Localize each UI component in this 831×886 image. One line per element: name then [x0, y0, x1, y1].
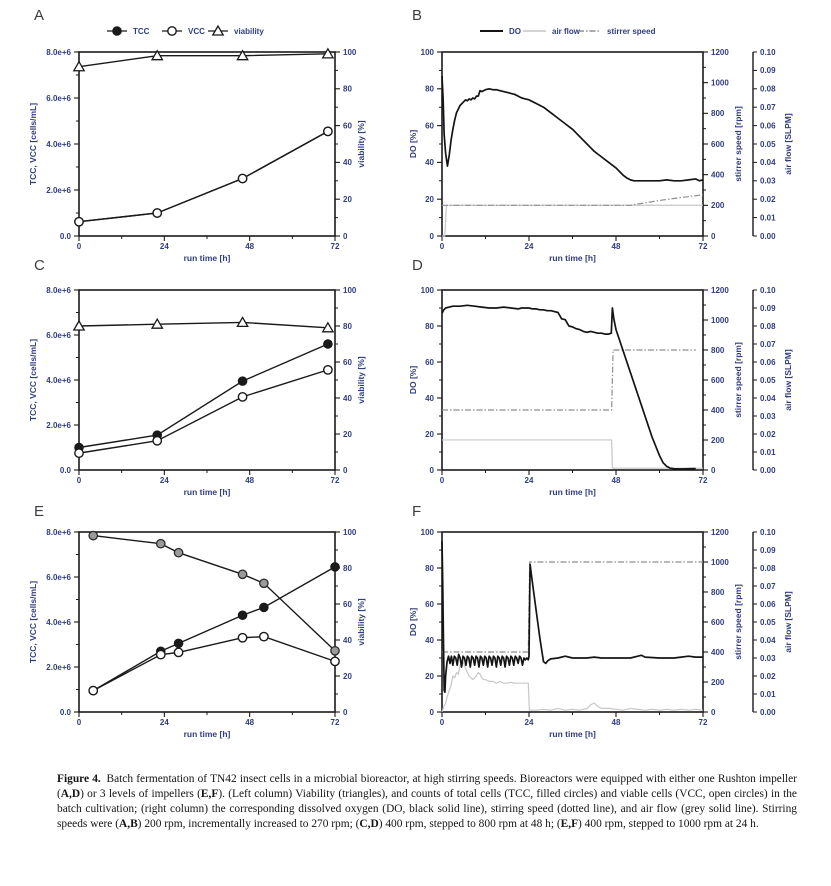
svg-text:2.0e+6: 2.0e+6 — [46, 185, 71, 195]
caption-segment: ) or 3 levels of impellers ( — [80, 788, 201, 800]
svg-text:TCC, VCC [cells/mL]: TCC, VCC [cells/mL] — [28, 102, 38, 186]
svg-text:20: 20 — [343, 429, 352, 439]
svg-text:0.05: 0.05 — [760, 375, 776, 385]
svg-text:0.0: 0.0 — [59, 707, 71, 717]
svg-text:24: 24 — [159, 242, 169, 251]
svg-text:0.04: 0.04 — [760, 635, 776, 645]
svg-text:200: 200 — [711, 201, 725, 211]
svg-text:0.02: 0.02 — [760, 195, 776, 204]
svg-text:0: 0 — [343, 465, 348, 475]
svg-text:100: 100 — [420, 527, 434, 537]
caption-segment: ). (Left column) Viability (triangles), and counts of total cells (TCC, filled circles) and viable cells (VCC, open circles) in the batch cultivation; (right column) the corresponding dissolved oxygen (DO, black solid line), stirring speed (dotted line), and air flow (grey solid line). Stirring speeds were ( — [57, 788, 797, 830]
svg-text:24: 24 — [524, 242, 534, 251]
svg-text:40: 40 — [343, 393, 352, 403]
caption-segment: ) 400 rpm, stepped to 1000 rpm at 24 h. — [578, 818, 759, 830]
svg-text:6.0e+6: 6.0e+6 — [46, 330, 71, 340]
svg-text:200: 200 — [711, 677, 725, 687]
svg-text:0: 0 — [429, 707, 434, 717]
svg-text:0: 0 — [439, 242, 445, 251]
svg-text:48: 48 — [611, 476, 621, 485]
panel-c-chart — [0, 250, 400, 520]
svg-text:0.07: 0.07 — [760, 103, 776, 112]
svg-text:72: 72 — [330, 242, 340, 251]
svg-text:viability [%]: viability [%] — [356, 356, 366, 404]
svg-text:viability [%]: viability [%] — [356, 120, 366, 168]
svg-text:48: 48 — [611, 242, 621, 251]
svg-text:0.01: 0.01 — [760, 447, 776, 457]
svg-text:2.0e+6: 2.0e+6 — [46, 662, 71, 672]
svg-text:0.10: 0.10 — [760, 47, 776, 57]
svg-text:1200: 1200 — [711, 527, 729, 537]
svg-text:40: 40 — [343, 158, 352, 168]
svg-text:800: 800 — [711, 345, 725, 355]
svg-text:stirrer speed [rpm]: stirrer speed [rpm] — [733, 342, 743, 418]
svg-text:0.06: 0.06 — [760, 599, 776, 609]
svg-text:DO [%]: DO [%] — [408, 129, 418, 159]
svg-text:40: 40 — [343, 635, 352, 645]
svg-text:0: 0 — [343, 707, 348, 717]
svg-text:24: 24 — [159, 718, 169, 727]
svg-text:60: 60 — [425, 357, 434, 367]
svg-text:0.01: 0.01 — [760, 689, 776, 699]
svg-text:0.05: 0.05 — [760, 139, 776, 149]
svg-text:run time [h]: run time [h] — [549, 729, 596, 739]
svg-text:0: 0 — [439, 476, 445, 485]
svg-text:0.07: 0.07 — [760, 339, 776, 349]
svg-text:0.08: 0.08 — [760, 321, 776, 331]
svg-text:B: B — [412, 7, 423, 24]
svg-text:0.10: 0.10 — [760, 285, 776, 295]
svg-text:D: D — [412, 257, 423, 274]
svg-text:1000: 1000 — [711, 557, 729, 567]
svg-text:0.09: 0.09 — [760, 66, 776, 76]
svg-text:stirrer speed [rpm]: stirrer speed [rpm] — [733, 106, 743, 182]
svg-text:80: 80 — [425, 321, 434, 331]
svg-text:VCC: VCC — [188, 27, 205, 36]
panel-b-chart — [400, 0, 831, 270]
caption-bold-segment: A,D — [60, 788, 81, 800]
svg-text:48: 48 — [245, 242, 255, 251]
svg-text:F: F — [412, 503, 422, 520]
svg-text:0: 0 — [76, 242, 82, 251]
svg-text:24: 24 — [524, 718, 534, 727]
svg-text:72: 72 — [330, 476, 340, 485]
caption-segment: Batch fermentation of TN42 insect cells in a microbial bioreactor, at high stirring speeds. Bioreactors were equipped with either one Rushton impeller ( — [57, 773, 798, 800]
svg-text:0.10: 0.10 — [760, 527, 776, 537]
svg-text:48: 48 — [245, 476, 255, 485]
panel-d-chart — [400, 250, 831, 520]
caption-bold-segment: A,B — [119, 818, 138, 830]
svg-text:400: 400 — [711, 170, 725, 180]
svg-text:0.02: 0.02 — [760, 671, 776, 681]
svg-text:8.0e+6: 8.0e+6 — [46, 527, 71, 537]
svg-text:0.09: 0.09 — [760, 545, 776, 555]
svg-text:E: E — [34, 503, 45, 520]
svg-text:80: 80 — [343, 321, 352, 331]
svg-text:0: 0 — [343, 231, 348, 241]
svg-text:40: 40 — [425, 635, 434, 645]
svg-text:0.03: 0.03 — [760, 411, 776, 421]
caption-bold-segment: E,F — [200, 788, 219, 800]
svg-text:run time [h]: run time [h] — [183, 253, 231, 263]
svg-text:6.0e+6: 6.0e+6 — [46, 93, 71, 103]
svg-text:TCC, VCC [cells/mL]: TCC, VCC [cells/mL] — [28, 338, 38, 422]
svg-text:0.08: 0.08 — [760, 563, 776, 573]
svg-text:DO [%]: DO [%] — [408, 365, 418, 395]
svg-text:0: 0 — [711, 707, 716, 717]
svg-text:200: 200 — [711, 435, 725, 445]
svg-text:60: 60 — [343, 357, 352, 367]
svg-text:1000: 1000 — [711, 315, 729, 325]
svg-text:100: 100 — [420, 285, 434, 295]
svg-text:60: 60 — [425, 121, 434, 131]
svg-text:24: 24 — [159, 476, 169, 485]
svg-text:air flow [SLPM]: air flow [SLPM] — [783, 113, 793, 175]
svg-text:0: 0 — [76, 718, 82, 727]
caption-segment: ) 200 rpm, incrementally increased to 270 rpm; ( — [137, 818, 360, 830]
svg-text:8.0e+6: 8.0e+6 — [46, 47, 71, 57]
svg-text:20: 20 — [425, 671, 434, 681]
svg-text:24: 24 — [524, 476, 534, 485]
caption-segment: ) 400 rpm, stepped to 800 rpm at 48 h; ( — [378, 818, 561, 830]
svg-text:air flow [SLPM]: air flow [SLPM] — [783, 349, 793, 411]
figure-caption — [57, 772, 797, 832]
svg-text:40: 40 — [425, 158, 434, 168]
svg-text:400: 400 — [711, 405, 725, 415]
svg-text:0.05: 0.05 — [760, 617, 776, 627]
svg-text:0: 0 — [429, 465, 434, 475]
svg-text:0: 0 — [711, 231, 716, 241]
svg-text:0.0: 0.0 — [59, 231, 71, 241]
svg-text:0.0: 0.0 — [59, 465, 71, 475]
svg-text:C: C — [34, 257, 45, 274]
svg-text:0.06: 0.06 — [760, 357, 776, 367]
svg-text:48: 48 — [611, 718, 621, 727]
svg-text:0.09: 0.09 — [760, 303, 776, 313]
svg-text:0: 0 — [439, 718, 445, 727]
svg-text:TCC: TCC — [133, 27, 150, 36]
caption-bold-segment: E,F — [560, 818, 579, 830]
svg-text:2.0e+6: 2.0e+6 — [46, 420, 71, 430]
svg-text:400: 400 — [711, 647, 725, 657]
svg-text:72: 72 — [698, 242, 708, 251]
svg-text:0.07: 0.07 — [760, 581, 776, 591]
svg-text:80: 80 — [343, 84, 352, 94]
svg-text:80: 80 — [425, 84, 434, 94]
svg-text:0.00: 0.00 — [760, 231, 776, 241]
svg-text:100: 100 — [420, 47, 434, 57]
svg-text:0.00: 0.00 — [760, 465, 776, 475]
svg-text:viability [%]: viability [%] — [356, 598, 366, 646]
svg-text:0.01: 0.01 — [760, 213, 776, 223]
svg-text:80: 80 — [343, 563, 352, 573]
svg-text:40: 40 — [425, 393, 434, 403]
svg-text:48: 48 — [245, 718, 255, 727]
svg-text:8.0e+6: 8.0e+6 — [46, 285, 71, 295]
svg-text:20: 20 — [343, 195, 352, 204]
svg-text:run time [h]: run time [h] — [549, 253, 596, 263]
svg-text:20: 20 — [343, 671, 352, 681]
panel-f-chart — [400, 500, 831, 770]
svg-text:viability: viability — [234, 27, 264, 36]
svg-text:800: 800 — [711, 587, 725, 597]
panel-a-chart — [0, 0, 400, 270]
svg-text:100: 100 — [343, 47, 357, 57]
svg-text:60: 60 — [425, 599, 434, 609]
svg-text:72: 72 — [698, 476, 708, 485]
panel-e-chart — [0, 500, 400, 770]
svg-text:600: 600 — [711, 139, 725, 149]
svg-text:600: 600 — [711, 375, 725, 385]
svg-text:air flow: air flow — [552, 27, 581, 36]
svg-text:1000: 1000 — [711, 78, 729, 88]
svg-text:run time [h]: run time [h] — [183, 487, 231, 497]
svg-text:1200: 1200 — [711, 285, 729, 295]
caption-bold-segment: C,D — [359, 818, 379, 830]
svg-text:stirrer speed: stirrer speed — [607, 27, 656, 36]
svg-text:20: 20 — [425, 195, 434, 204]
svg-text:60: 60 — [343, 121, 352, 131]
svg-text:6.0e+6: 6.0e+6 — [46, 572, 71, 582]
svg-text:0: 0 — [711, 465, 716, 475]
svg-text:20: 20 — [425, 429, 434, 439]
svg-text:0.03: 0.03 — [760, 653, 776, 663]
svg-text:0: 0 — [429, 231, 434, 241]
svg-text:4.0e+6: 4.0e+6 — [46, 375, 71, 385]
svg-text:100: 100 — [343, 285, 357, 295]
svg-text:stirrer speed [rpm]: stirrer speed [rpm] — [733, 584, 743, 660]
svg-text:run time [h]: run time [h] — [183, 729, 231, 739]
svg-text:air flow [SLPM]: air flow [SLPM] — [783, 591, 793, 653]
svg-text:100: 100 — [343, 527, 357, 537]
svg-text:run time [h]: run time [h] — [549, 487, 596, 497]
svg-text:0.08: 0.08 — [760, 84, 776, 94]
svg-text:800: 800 — [711, 109, 725, 119]
svg-text:0.03: 0.03 — [760, 176, 776, 186]
svg-text:TCC, VCC [cells/mL]: TCC, VCC [cells/mL] — [28, 580, 38, 664]
svg-text:0.00: 0.00 — [760, 707, 776, 717]
svg-text:72: 72 — [698, 718, 708, 727]
svg-text:0.02: 0.02 — [760, 429, 776, 439]
svg-text:600: 600 — [711, 617, 725, 627]
caption-bold-segment: Figure 4. — [57, 773, 101, 785]
svg-text:60: 60 — [343, 599, 352, 609]
svg-text:80: 80 — [425, 563, 434, 573]
svg-text:A: A — [34, 7, 45, 24]
svg-text:1200: 1200 — [711, 47, 729, 57]
svg-text:4.0e+6: 4.0e+6 — [46, 139, 71, 149]
svg-text:72: 72 — [330, 718, 340, 727]
svg-text:0.04: 0.04 — [760, 158, 776, 168]
svg-text:4.0e+6: 4.0e+6 — [46, 617, 71, 627]
svg-text:DO: DO — [509, 27, 521, 36]
svg-text:0: 0 — [76, 476, 82, 485]
svg-text:0.04: 0.04 — [760, 393, 776, 403]
svg-text:0.06: 0.06 — [760, 121, 776, 131]
svg-text:DO [%]: DO [%] — [408, 607, 418, 637]
